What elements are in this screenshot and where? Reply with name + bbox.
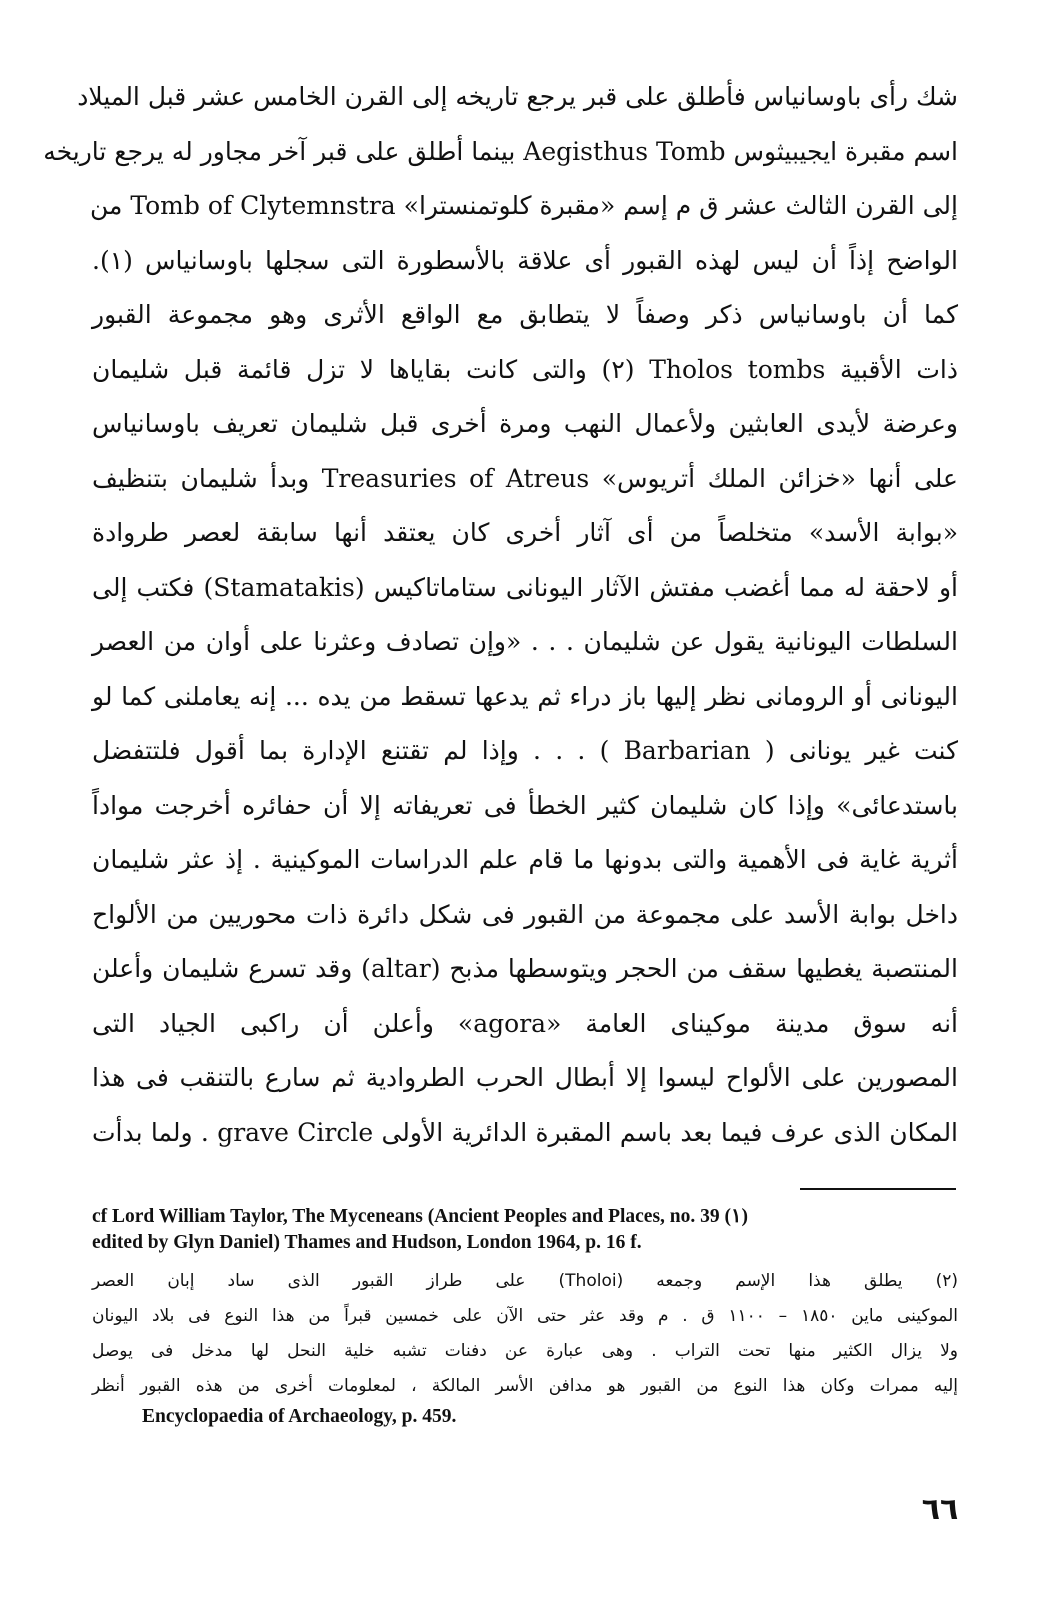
text-line: كنت غير يونانى ( Barbarian ) . . . وإذا لم تقتنع الإدارة بما أقول فلتتفضل xyxy=(92,736,958,765)
text-line: شك رأى باوسانياس فأطلق على قبر يرجع تاريخه إلى القرن الخامس عشر قبل الميلاد xyxy=(77,82,958,111)
text-line: أثرية غاية فى الأهمية والتى بدونها ما قام علم الدراسات الموكينية . إذ عثر شليمان xyxy=(92,845,958,874)
text-line: أو لاحقة له مما أغضب مفتش الآثار اليونانى ستاماتاكيس (Stamatakis) فكتب إلى xyxy=(92,572,958,602)
text-line: وعرضة لأيدى العابثين ولأعمال النهب ومرة أخرى قبل شليمان تعريف باوسانياس xyxy=(92,409,958,438)
footnote-2-line: الموكينى ماين ١٨٥٠ – ١١٠٠ ق . م وقد عثر حتى الآن على خمسين قبراً من هذا النوع فى بلاد اليونان xyxy=(92,1306,958,1326)
footnotes xyxy=(92,1204,958,1430)
footnote-2-source: Encyclopaedia of Archaeology, p. 459. xyxy=(142,1406,457,1427)
text-line: المكان الذى عرف فيما بعد باسم المقبرة الدائرية الأولى grave Circle . ولما بدأت xyxy=(92,1117,959,1147)
text-line: اليونانى أو الرومانى نظر إليها باز دراء ثم يدعها تسقط من يده ... إنه يعاملنى كما لو xyxy=(92,681,958,711)
text-line: داخل بوابة الأسد على مجموعة من القبور فى شكل دائرة ذات محوريين من الألواح xyxy=(92,899,958,929)
footnote-1-line-2: edited by Glyn Daniel) Thames and Hudson, London 1964, p. 16 f. xyxy=(92,1232,642,1253)
text-line: المنتصبة يغطيها سقف من الحجر ويتوسطها مذبح (altar) وقد تسرع شليمان وأعلن xyxy=(92,954,958,983)
footnote-2-line: (٢) يطلق هذا الإسم وجمعه (Tholoi) على طراز القبور الذى ساد إبان العصر xyxy=(92,1271,959,1291)
page-number: ٦٦ xyxy=(921,1492,959,1527)
main-text xyxy=(43,70,959,1160)
text-line: أنه سوق مدينة موكيناى العامة «agora» وأعلن أن راكبى الجياد التى xyxy=(92,1008,958,1038)
footnote-1-line-1: cf Lord William Taylor, The Myceneans (Ancient Peoples and Places, no. 39 (١) xyxy=(92,1206,748,1227)
footnote-2-line: ولا يزال الكثير منها تحت التراب . وهى عبارة عن دفنات تشبه خلية النحل لها مدخل فى يوصل xyxy=(92,1341,958,1361)
text-line: باستدعائى» وإذا كان شليمان كثير الخطأ فى تعريفاته إلا أن حفائره أخرجت مواداً xyxy=(92,790,958,820)
footnote-2-line: إليه ممرات وكان هذا النوع من القبور هو مدافن الأسر المالكة ، لمعلومات أخرى من هذه القبور أنظر xyxy=(92,1376,958,1396)
text-line: كما أن باوسانياس ذكر وصفاً لا يتطابق مع الواقع الأثرى وهو مجموعة القبور xyxy=(92,300,958,329)
text-line: المصورين على الألواح ليسوا إلا أبطال الحرب الطروادية ثم سارع بالتنقب فى هذا xyxy=(92,1063,958,1092)
footnote-separator xyxy=(800,1188,956,1190)
text-line: ذات الأقبية Tholos tombs (٢) والتى كانت بقاياها لا تزل قائمة قبل شليمان xyxy=(92,354,959,384)
text-line: إلى القرن الثالث عشر ق م إسم «مقبرة كلوتمنسترا» Tomb of Clytemnstra من xyxy=(90,191,958,220)
footnote-gap xyxy=(92,1256,958,1264)
text-line: السلطات اليونانية يقول عن شليمان . . . «وإن تصادف وعثرنا على أوان من العصر xyxy=(92,627,958,656)
text-line: على أنها «خزائن الملك أتريوس» Treasuries of Atreus وبدأ شليمان بتنظيف xyxy=(92,463,958,493)
text-line: الواضح إذاً أن ليس لهذه القبور أى علاقة بالأسطورة التى سجلها باوسانياس (١). xyxy=(92,245,958,275)
text-line: «بوابة الأسد» متخلصاً من أى آثار أخرى كان يعتقد أنها سابقة لعصر طروادة xyxy=(92,518,958,547)
text-line: اسم مقبرة ايجيبيثوس Aegisthus Tomb بينما أطلق على قبر آخر مجاور له يرجع تاريخه xyxy=(43,136,958,166)
